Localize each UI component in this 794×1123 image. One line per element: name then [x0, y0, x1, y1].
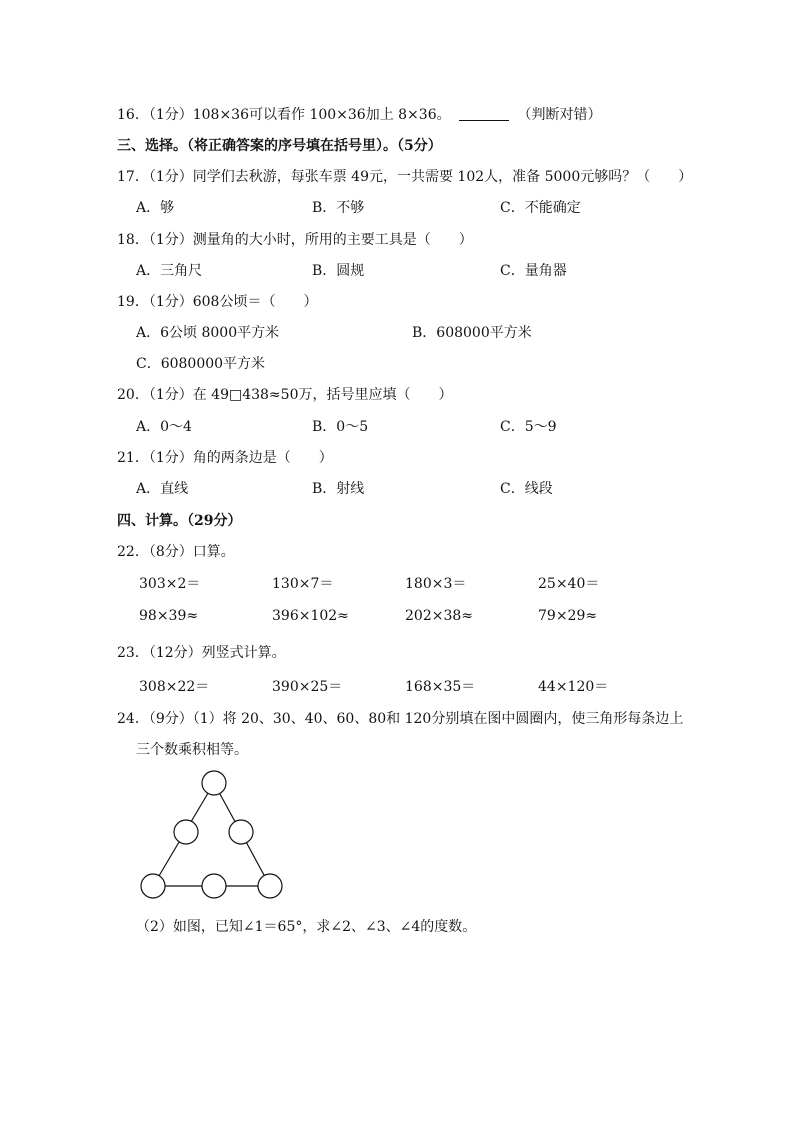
question-19: 19．（1分）608公顷＝（ ）: [117, 294, 318, 310]
circle-top: [202, 771, 226, 795]
question-24-line1: 24．（9分）（1）将 20、30、40、60、80和 120分别填在图中圆圈内，使三角形每条边上: [117, 711, 684, 727]
option-c: C．6080000平方米: [136, 356, 266, 372]
oral-calc-item: 303×2＝: [139, 576, 201, 592]
oral-calc-item: 180×3＝: [405, 576, 467, 592]
option-b: B．608000平方米: [412, 325, 532, 341]
question-24-part2: （2）如图，已知∠1＝65°，求∠2、∠3、∠4的度数。: [136, 919, 477, 935]
option-c: C．5～9: [500, 419, 557, 435]
question-20: 20．（1分）在 49□438≈50万，括号里应填（ ）: [117, 387, 453, 403]
estimate-item: 98×39≈: [139, 608, 199, 624]
circle-left-middle: [174, 820, 198, 844]
option-b: B．不够: [312, 200, 365, 216]
oral-calc-item: 130×7＝: [272, 576, 334, 592]
estimate-item: 202×38≈: [405, 608, 473, 624]
question-17: 17．（1分）同学们去秋游，每张车票 49元，一共需要 102人，准备 5000元够吗？（ ）: [117, 169, 693, 185]
answer-blank[interactable]: [459, 106, 509, 121]
option-a: A．三角尺: [136, 263, 203, 279]
option-c: C．量角器: [500, 263, 567, 279]
option-b: B．0～5: [312, 419, 369, 435]
option-b: B．圆规: [312, 263, 365, 279]
section-4-heading: 四、计算。（29分）: [117, 513, 242, 529]
option-b: B．射线: [312, 481, 365, 497]
question-22: 22．（8分）口算。: [117, 544, 235, 560]
estimate-item: 396×102≈: [272, 608, 349, 624]
option-c: C．线段: [500, 481, 553, 497]
triangle-circle-diagram: [136, 766, 286, 906]
option-c: C．不能确定: [500, 200, 581, 216]
circle-bottom-left: [141, 874, 165, 898]
vertical-calc-item: 168×35＝: [405, 679, 476, 695]
option-a: A．直线: [136, 481, 189, 497]
circle-bottom-middle: [202, 874, 226, 898]
question-18: 18．（1分）测量角的大小时，所用的主要工具是（ ）: [117, 232, 473, 248]
circle-right-middle: [229, 820, 253, 844]
estimate-item: 79×29≈: [538, 608, 598, 624]
option-a: A．6公顷 8000平方米: [136, 325, 280, 341]
oral-calc-item: 25×40＝: [538, 576, 600, 592]
question-16: [117, 104, 602, 124]
vertical-calc-item: 44×120＝: [538, 679, 609, 695]
question-16-suffix: （判断对错）: [517, 107, 602, 123]
question-16-text: 16．（1分）108×36可以看作 100×36加上 8×36。: [117, 107, 451, 123]
vertical-calc-item: 390×25＝: [272, 679, 343, 695]
option-a: A．0～4: [136, 419, 192, 435]
section-3-heading: 三、选择。（将正确答案的序号填在括号里）。（5分）: [117, 138, 442, 154]
question-24-line2: 三个数乘积相等。: [136, 742, 248, 758]
question-21: 21．（1分）角的两条边是（ ）: [117, 450, 333, 466]
circle-bottom-right: [258, 874, 282, 898]
question-23: 23．（12分）列竖式计算。: [117, 645, 286, 661]
vertical-calc-item: 308×22＝: [139, 679, 210, 695]
option-a: A．够: [136, 200, 175, 216]
